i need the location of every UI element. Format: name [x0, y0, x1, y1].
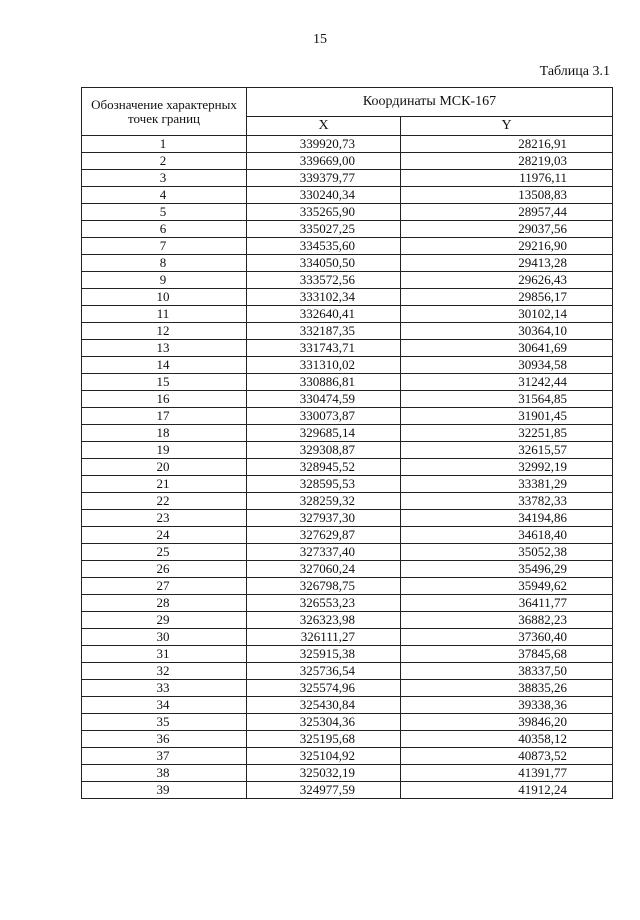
coordinate-y: 37845,68 [401, 646, 613, 663]
table-row [82, 408, 613, 425]
point-number: 17 [82, 408, 247, 425]
table-row [82, 527, 613, 544]
point-number: 16 [82, 391, 247, 408]
coordinate-y: 39846,20 [401, 714, 613, 731]
point-number: 26 [82, 561, 247, 578]
coordinate-y: 29216,90 [401, 238, 613, 255]
table-row [82, 221, 613, 238]
coordinate-y: 30641,69 [401, 340, 613, 357]
table-row [82, 680, 613, 697]
table-row [82, 493, 613, 510]
point-number: 13 [82, 340, 247, 357]
point-number: 8 [82, 255, 247, 272]
table-row [82, 289, 613, 306]
point-number: 5 [82, 204, 247, 221]
coordinate-x: 325574,96 [247, 680, 401, 697]
table-row [82, 425, 613, 442]
coordinate-y: 28216,91 [401, 136, 613, 153]
coordinate-x: 325736,54 [247, 663, 401, 680]
point-number: 10 [82, 289, 247, 306]
point-number: 28 [82, 595, 247, 612]
coordinate-x: 329685,14 [247, 425, 401, 442]
coordinate-y: 11976,11 [401, 170, 613, 187]
table-row [82, 765, 613, 782]
point-number: 22 [82, 493, 247, 510]
coordinate-y: 31242,44 [401, 374, 613, 391]
coordinate-y: 29413,28 [401, 255, 613, 272]
coordinate-y: 29626,43 [401, 272, 613, 289]
point-number: 27 [82, 578, 247, 595]
coordinate-x: 334535,60 [247, 238, 401, 255]
coordinate-y: 31564,85 [401, 391, 613, 408]
coordinate-x: 329308,87 [247, 442, 401, 459]
header-x: X [247, 117, 401, 136]
table-row [82, 391, 613, 408]
point-number: 25 [82, 544, 247, 561]
point-number: 36 [82, 731, 247, 748]
coordinate-y: 37360,40 [401, 629, 613, 646]
point-number: 37 [82, 748, 247, 765]
coordinate-y: 38337,50 [401, 663, 613, 680]
coordinate-x: 325304,36 [247, 714, 401, 731]
coordinate-y: 38835,26 [401, 680, 613, 697]
point-number: 19 [82, 442, 247, 459]
coordinate-y: 13508,83 [401, 187, 613, 204]
point-number: 24 [82, 527, 247, 544]
coordinate-y: 30102,14 [401, 306, 613, 323]
point-number: 23 [82, 510, 247, 527]
coordinate-y: 32615,57 [401, 442, 613, 459]
coordinate-x: 330886,81 [247, 374, 401, 391]
table-row [82, 374, 613, 391]
table-row [82, 476, 613, 493]
point-number: 6 [82, 221, 247, 238]
coordinate-x: 330474,59 [247, 391, 401, 408]
coordinate-y: 40873,52 [401, 748, 613, 765]
point-number: 34 [82, 697, 247, 714]
point-number: 11 [82, 306, 247, 323]
point-number: 30 [82, 629, 247, 646]
point-number: 7 [82, 238, 247, 255]
table-row [82, 510, 613, 527]
table-row [82, 714, 613, 731]
table-row [82, 578, 613, 595]
coordinate-x: 332640,41 [247, 306, 401, 323]
table-row [82, 187, 613, 204]
coordinate-x: 339379,77 [247, 170, 401, 187]
table-row [82, 663, 613, 680]
table-row [82, 238, 613, 255]
coordinate-x: 330073,87 [247, 408, 401, 425]
coordinate-y: 41391,77 [401, 765, 613, 782]
coordinate-x: 334050,50 [247, 255, 401, 272]
coordinate-x: 326111,27 [247, 629, 401, 646]
coordinate-y: 30364,10 [401, 323, 613, 340]
coordinate-y: 35496,29 [401, 561, 613, 578]
coordinate-x: 328259,32 [247, 493, 401, 510]
coordinate-x: 332187,35 [247, 323, 401, 340]
coordinate-x: 326798,75 [247, 578, 401, 595]
table-row [82, 629, 613, 646]
point-number: 14 [82, 357, 247, 374]
point-number: 32 [82, 663, 247, 680]
coordinate-x: 331310,02 [247, 357, 401, 374]
table-caption: Таблица 3.1 [539, 64, 610, 79]
coordinate-y: 33782,33 [401, 493, 613, 510]
coordinate-x: 335027,25 [247, 221, 401, 238]
coordinate-x: 328595,53 [247, 476, 401, 493]
coordinate-x: 339669,00 [247, 153, 401, 170]
coordinate-y: 32251,85 [401, 425, 613, 442]
header-y: Y [401, 117, 613, 136]
coordinate-x: 325195,68 [247, 731, 401, 748]
table-row [82, 357, 613, 374]
point-number: 31 [82, 646, 247, 663]
point-number: 3 [82, 170, 247, 187]
coordinate-x: 326323,98 [247, 612, 401, 629]
table-row [82, 459, 613, 476]
point-number: 29 [82, 612, 247, 629]
coordinate-y: 31901,45 [401, 408, 613, 425]
header-point-designation: Обозначение характерных точек границ [82, 88, 247, 136]
coordinate-y: 34194,86 [401, 510, 613, 527]
table-row [82, 340, 613, 357]
table-row [82, 561, 613, 578]
coordinate-x: 339920,73 [247, 136, 401, 153]
coordinate-x: 328945,52 [247, 459, 401, 476]
coordinate-y: 32992,19 [401, 459, 613, 476]
coordinate-x: 330240,34 [247, 187, 401, 204]
table-row [82, 697, 613, 714]
coordinate-x: 335265,90 [247, 204, 401, 221]
point-number: 15 [82, 374, 247, 391]
coordinate-y: 34618,40 [401, 527, 613, 544]
coordinate-x: 333102,34 [247, 289, 401, 306]
table-row [82, 612, 613, 629]
coordinate-x: 324977,59 [247, 782, 401, 799]
table-row [82, 136, 613, 153]
table-row [82, 255, 613, 272]
coordinate-x: 325104,92 [247, 748, 401, 765]
point-number: 33 [82, 680, 247, 697]
coordinate-y: 30934,58 [401, 357, 613, 374]
header-coordinates: Координаты МСК-167 [247, 88, 613, 117]
coordinate-y: 36411,77 [401, 595, 613, 612]
coordinate-y: 29037,56 [401, 221, 613, 238]
coordinate-y: 28957,44 [401, 204, 613, 221]
coordinate-x: 327060,24 [247, 561, 401, 578]
point-number: 18 [82, 425, 247, 442]
coordinate-x: 327629,87 [247, 527, 401, 544]
coordinate-x: 325032,19 [247, 765, 401, 782]
point-number: 39 [82, 782, 247, 799]
table-header [82, 88, 613, 136]
point-number: 35 [82, 714, 247, 731]
point-number: 1 [82, 136, 247, 153]
point-number: 38 [82, 765, 247, 782]
point-number: 2 [82, 153, 247, 170]
point-number: 9 [82, 272, 247, 289]
coordinate-y: 35052,38 [401, 544, 613, 561]
table-row [82, 153, 613, 170]
coordinate-y: 41912,24 [401, 782, 613, 799]
coordinate-y: 33381,29 [401, 476, 613, 493]
table-row [82, 782, 613, 799]
coordinate-x: 333572,56 [247, 272, 401, 289]
table-row [82, 544, 613, 561]
coordinate-y: 29856,17 [401, 289, 613, 306]
table-row [82, 731, 613, 748]
table-row [82, 748, 613, 765]
table-row [82, 170, 613, 187]
coordinate-x: 325430,84 [247, 697, 401, 714]
page-number: 15 [313, 32, 327, 47]
coordinate-x: 331743,71 [247, 340, 401, 357]
coordinate-y: 40358,12 [401, 731, 613, 748]
coordinate-y: 36882,23 [401, 612, 613, 629]
coordinate-x: 326553,23 [247, 595, 401, 612]
coordinate-x: 325915,38 [247, 646, 401, 663]
table-row [82, 272, 613, 289]
table-row [82, 323, 613, 340]
table-row [82, 442, 613, 459]
table-row [82, 306, 613, 323]
coordinate-y: 28219,03 [401, 153, 613, 170]
coordinate-y: 39338,36 [401, 697, 613, 714]
table-row [82, 595, 613, 612]
coordinate-y: 35949,62 [401, 578, 613, 595]
coordinate-x: 327937,30 [247, 510, 401, 527]
table-body [82, 136, 613, 799]
point-number: 12 [82, 323, 247, 340]
coordinates-table [81, 87, 613, 799]
table-row [82, 646, 613, 663]
coordinate-x: 327337,40 [247, 544, 401, 561]
point-number: 20 [82, 459, 247, 476]
point-number: 4 [82, 187, 247, 204]
table-row [82, 204, 613, 221]
point-number: 21 [82, 476, 247, 493]
